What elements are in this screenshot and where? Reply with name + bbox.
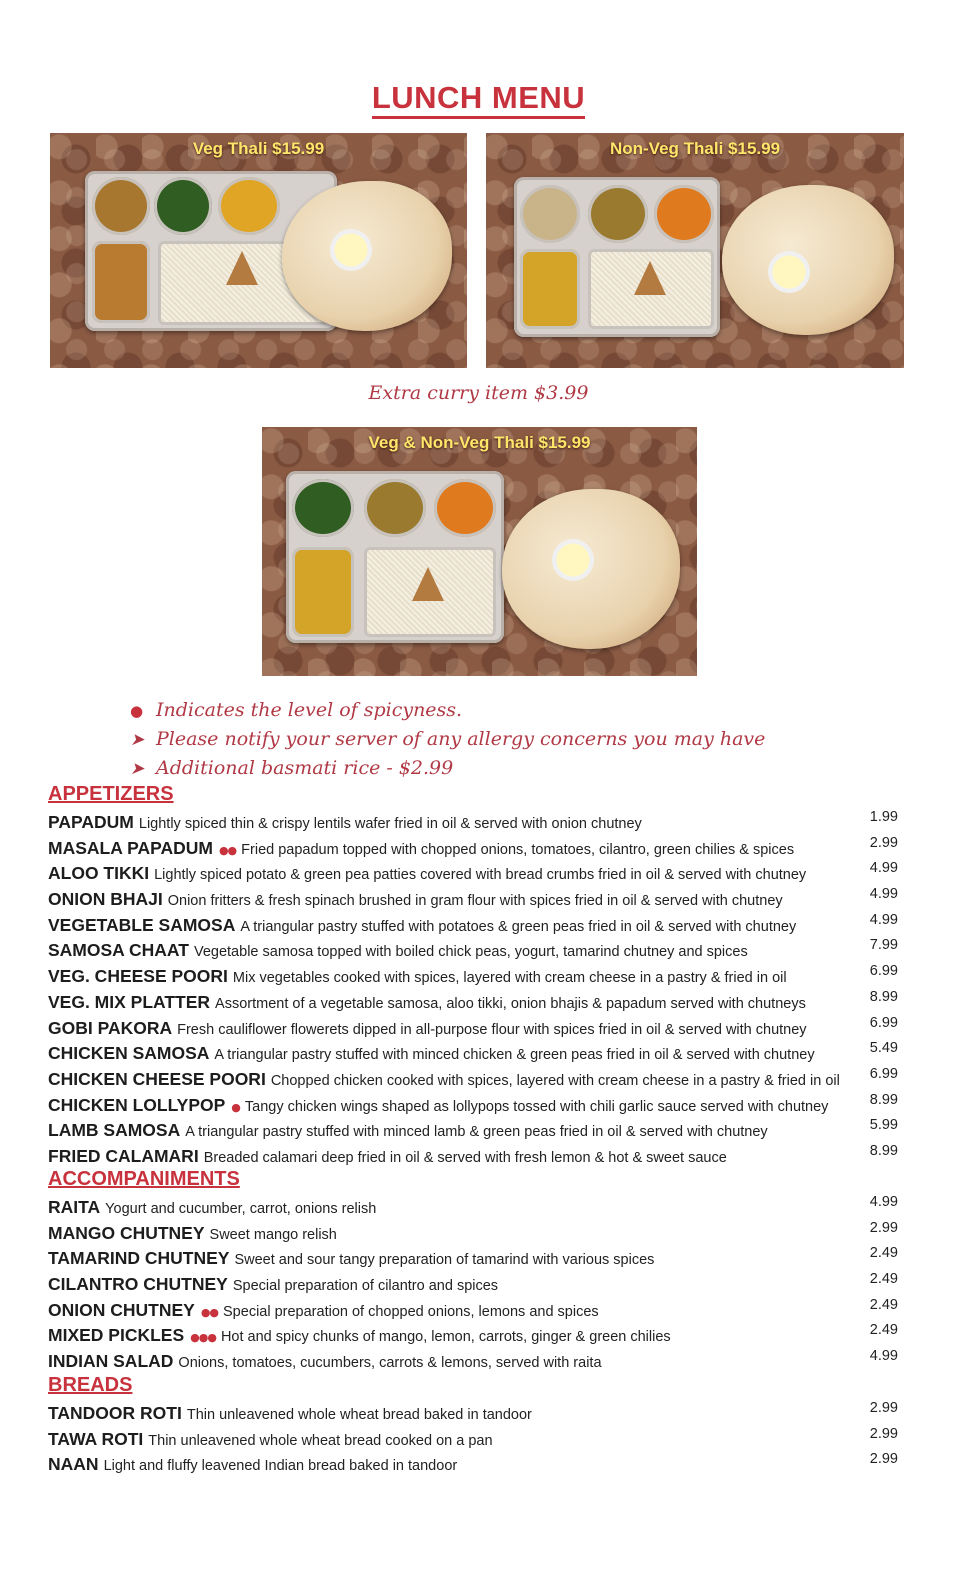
menu-item bbox=[48, 836, 898, 862]
sauce-cup bbox=[768, 251, 810, 293]
item-price: 2.49 bbox=[869, 1322, 898, 1339]
item-price: 5.49 bbox=[869, 1040, 898, 1057]
item-description: Vegetable samosa topped with boiled chick peas, yogurt, tamarind chutney and spices bbox=[193, 944, 748, 961]
notes-list bbox=[130, 696, 765, 783]
item-name: TAMARIND CHUTNEY bbox=[48, 1248, 230, 1269]
mixed-thali-caption: Veg & Non-Veg Thali $15.99 bbox=[368, 433, 591, 452]
item-description: Thin unleavened whole wheat bread baked in tandoor bbox=[186, 1407, 532, 1423]
item-price: 8.99 bbox=[869, 1091, 898, 1108]
mixed-thali-photo bbox=[262, 427, 697, 676]
note-spice: ● Indicates the level of spicyness. bbox=[130, 696, 765, 725]
item-description: Chopped chicken cooked with spices, layered with cream cheese in a pastry & fried in oil bbox=[270, 1072, 840, 1089]
item-description: Sweet and sour tangy preparation of tamarind with various spices bbox=[234, 1252, 655, 1269]
item-description: Thin unleavened whole wheat bread cooked on a pan bbox=[148, 1432, 493, 1449]
korma-bowl bbox=[520, 185, 580, 243]
chili-icon: ●●● bbox=[190, 1331, 216, 1345]
menu-item bbox=[48, 861, 898, 887]
menu-item bbox=[48, 887, 898, 913]
item-name: VEG. CHEESE POORI bbox=[48, 966, 228, 987]
tikka-bowl bbox=[654, 185, 714, 243]
chili-icon: ●● bbox=[218, 843, 237, 857]
item-name: SAMOSA CHAAT bbox=[48, 940, 189, 961]
curry-bowl bbox=[364, 479, 426, 537]
menu-item bbox=[48, 1195, 898, 1221]
menu-item bbox=[48, 1272, 898, 1298]
note-allergy: ➤ Please notify your server of any allergy concerns you may have bbox=[130, 725, 765, 754]
item-name: ONION BHAJI bbox=[48, 889, 163, 910]
menu-item bbox=[48, 810, 898, 836]
menu-item bbox=[48, 964, 898, 990]
item-description: Breaded calamari deep fried in oil & served with fresh lemon & hot & sweet sauce bbox=[203, 1149, 727, 1166]
dal-bowl bbox=[292, 547, 354, 637]
samosa-cone bbox=[226, 251, 258, 285]
item-description: Onions, tomatoes, cucumbers, carrots & lemons, served with raita bbox=[178, 1355, 602, 1372]
sauce-cup bbox=[330, 229, 372, 271]
item-name: ALOO TIKKI bbox=[48, 863, 150, 884]
menu-item bbox=[48, 1427, 898, 1453]
section-accompaniments: ACCOMPANIMENTS bbox=[48, 1168, 240, 1190]
item-price: 6.99 bbox=[869, 1014, 898, 1031]
chili-icon: ● bbox=[130, 702, 144, 720]
item-description: Lightly spiced potato & green pea patties covered with bread crumbs fried in oil & served with chutney bbox=[154, 867, 807, 884]
item-name: CHICKEN LOLLYPOP bbox=[48, 1094, 226, 1115]
item-name: MASALA PAPADUM bbox=[48, 837, 213, 858]
item-name: CHICKEN CHEESE POORI bbox=[48, 1068, 266, 1089]
item-price: 8.99 bbox=[869, 1142, 898, 1159]
item-price: 6.99 bbox=[869, 963, 898, 980]
item-name: CHICKEN SAMOSA bbox=[48, 1043, 210, 1064]
item-name: CILANTRO CHUTNEY bbox=[48, 1274, 228, 1295]
menu-item bbox=[48, 1016, 898, 1042]
item-price: 2.49 bbox=[869, 1245, 898, 1262]
item-price: 8.99 bbox=[869, 988, 898, 1005]
accompaniments-list bbox=[48, 1195, 898, 1375]
item-description: Special preparation of chopped onions, lemons and spices bbox=[223, 1303, 599, 1320]
item-description: Fried papadum topped with chopped onions, tomatoes, cilantro, green chilies & spices bbox=[241, 841, 795, 858]
veg-thali-photo bbox=[50, 133, 467, 368]
item-price: 6.99 bbox=[869, 1065, 898, 1082]
palak-bowl bbox=[154, 177, 212, 235]
item-description: A triangular pastry stuffed with minced chicken & green peas fried in oil & served with chutney bbox=[214, 1047, 815, 1064]
item-description: Lightly spiced thin & crispy lentils wafer fried in oil & served with onion chutney bbox=[138, 816, 642, 832]
dal-bowl bbox=[218, 177, 280, 235]
appetizers-list bbox=[48, 810, 898, 1170]
item-name: VEG. MIX PLATTER bbox=[48, 991, 211, 1012]
item-price: 4.99 bbox=[869, 886, 898, 903]
dal-bowl bbox=[520, 249, 580, 329]
curry-bowl bbox=[92, 241, 150, 323]
section-breads: BREADS bbox=[48, 1374, 133, 1396]
non-veg-thali-photo bbox=[486, 133, 904, 368]
item-price: 1.99 bbox=[869, 809, 898, 825]
item-price: 2.99 bbox=[869, 1219, 898, 1236]
breads-list bbox=[48, 1401, 898, 1478]
item-price: 4.99 bbox=[869, 1348, 898, 1365]
item-price: 7.99 bbox=[869, 937, 898, 954]
item-name: INDIAN SALAD bbox=[48, 1351, 174, 1372]
chili-icon: ● bbox=[231, 1100, 240, 1114]
menu-item bbox=[48, 1041, 898, 1067]
menu-item bbox=[48, 1349, 898, 1375]
menu-item bbox=[48, 1093, 898, 1119]
note-rice: ➤ Additional basmati rice - $2.99 bbox=[130, 754, 765, 783]
non-veg-thali-caption: Non-Veg Thali $15.99 bbox=[609, 139, 781, 158]
item-price: 2.49 bbox=[869, 1296, 898, 1313]
sauce-cup bbox=[552, 539, 594, 581]
item-description: Mix vegetables cooked with spices, layered with cream cheese in a pastry & fried in oil bbox=[232, 970, 787, 987]
item-description: Yogurt and cucumber, carrot, onions relish bbox=[105, 1201, 377, 1217]
item-name: TANDOOR ROTI bbox=[48, 1403, 182, 1423]
menu-item bbox=[48, 1221, 898, 1247]
curry-bowl bbox=[588, 185, 648, 243]
item-price: 2.99 bbox=[869, 1425, 898, 1442]
item-price: 2.49 bbox=[869, 1271, 898, 1288]
samosa-cone bbox=[634, 261, 666, 295]
menu-item bbox=[48, 913, 898, 939]
item-price: 2.99 bbox=[869, 1451, 898, 1468]
samosa-cone bbox=[412, 567, 444, 601]
naan-bread bbox=[722, 185, 894, 335]
menu-item bbox=[48, 1298, 898, 1324]
arrow-icon: ➤ bbox=[130, 730, 145, 750]
item-name: VEGETABLE SAMOSA bbox=[48, 914, 236, 935]
item-description: A triangular pastry stuffed with potatoes & green peas fried in oil & served with chutney bbox=[240, 918, 797, 935]
item-price: 4.99 bbox=[869, 1194, 898, 1210]
item-description: Hot and spicy chunks of mango, lemon, carrots, ginger & green chilies bbox=[220, 1329, 671, 1346]
tikka-bowl bbox=[434, 479, 496, 537]
menu-item bbox=[48, 1246, 898, 1272]
extra-curry-note: Extra curry item $3.99 bbox=[368, 382, 589, 404]
item-name: MANGO CHUTNEY bbox=[48, 1222, 205, 1243]
item-description: Assortment of a vegetable samosa, aloo tikki, onion bhajis & papadum served with chutneys bbox=[215, 995, 806, 1012]
item-name: FRIED CALAMARI bbox=[48, 1145, 199, 1166]
item-name: NAAN bbox=[48, 1454, 99, 1475]
item-price: 2.99 bbox=[869, 1400, 898, 1416]
veg-thali-caption: Veg Thali $15.99 bbox=[192, 139, 325, 158]
palak-bowl bbox=[292, 479, 354, 537]
item-name: ONION CHUTNEY bbox=[48, 1299, 195, 1320]
menu-item bbox=[48, 1144, 898, 1170]
item-price: 2.99 bbox=[869, 834, 898, 851]
menu-item bbox=[48, 1323, 898, 1349]
item-name: TAWA ROTI bbox=[48, 1428, 144, 1449]
menu-item bbox=[48, 1118, 898, 1144]
item-description: Special preparation of cilantro and spices bbox=[232, 1278, 499, 1295]
menu-item bbox=[48, 1452, 898, 1478]
arrow-icon: ➤ bbox=[130, 759, 145, 779]
section-appetizers: APPETIZERS bbox=[48, 783, 174, 805]
item-description: A triangular pastry stuffed with minced lamb & green peas fried in oil & served with chutney bbox=[185, 1124, 768, 1141]
menu-item bbox=[48, 1401, 898, 1427]
item-description: Light and fluffy leavened Indian bread baked in tandoor bbox=[103, 1458, 458, 1475]
item-price: 4.99 bbox=[869, 911, 898, 928]
item-name: MIXED PICKLES bbox=[48, 1325, 185, 1346]
chana-bowl bbox=[92, 177, 150, 235]
item-description: Tangy chicken wings shaped as lollypops tossed with chili garlic sauce served with chutney bbox=[244, 1098, 829, 1115]
menu-item bbox=[48, 1067, 898, 1093]
menu-title: LUNCH MENU bbox=[0, 80, 957, 116]
item-price: 5.99 bbox=[869, 1117, 898, 1134]
item-price: 4.99 bbox=[869, 860, 898, 877]
item-name: RAITA bbox=[48, 1197, 101, 1217]
item-name: PAPADUM bbox=[48, 812, 134, 832]
chili-icon: ●● bbox=[200, 1305, 219, 1319]
menu-item bbox=[48, 990, 898, 1016]
item-description: Onion fritters & fresh spinach brushed in gram flour with spices fried in oil & served with chutney bbox=[167, 893, 783, 910]
item-name: LAMB SAMOSA bbox=[48, 1120, 181, 1141]
menu-item bbox=[48, 938, 898, 964]
item-description: Fresh cauliflower flowerets dipped in all-purpose flour with spices fried in oil & served with chutney bbox=[177, 1021, 807, 1038]
item-name: GOBI PAKORA bbox=[48, 1017, 173, 1038]
item-description: Sweet mango relish bbox=[209, 1226, 337, 1243]
